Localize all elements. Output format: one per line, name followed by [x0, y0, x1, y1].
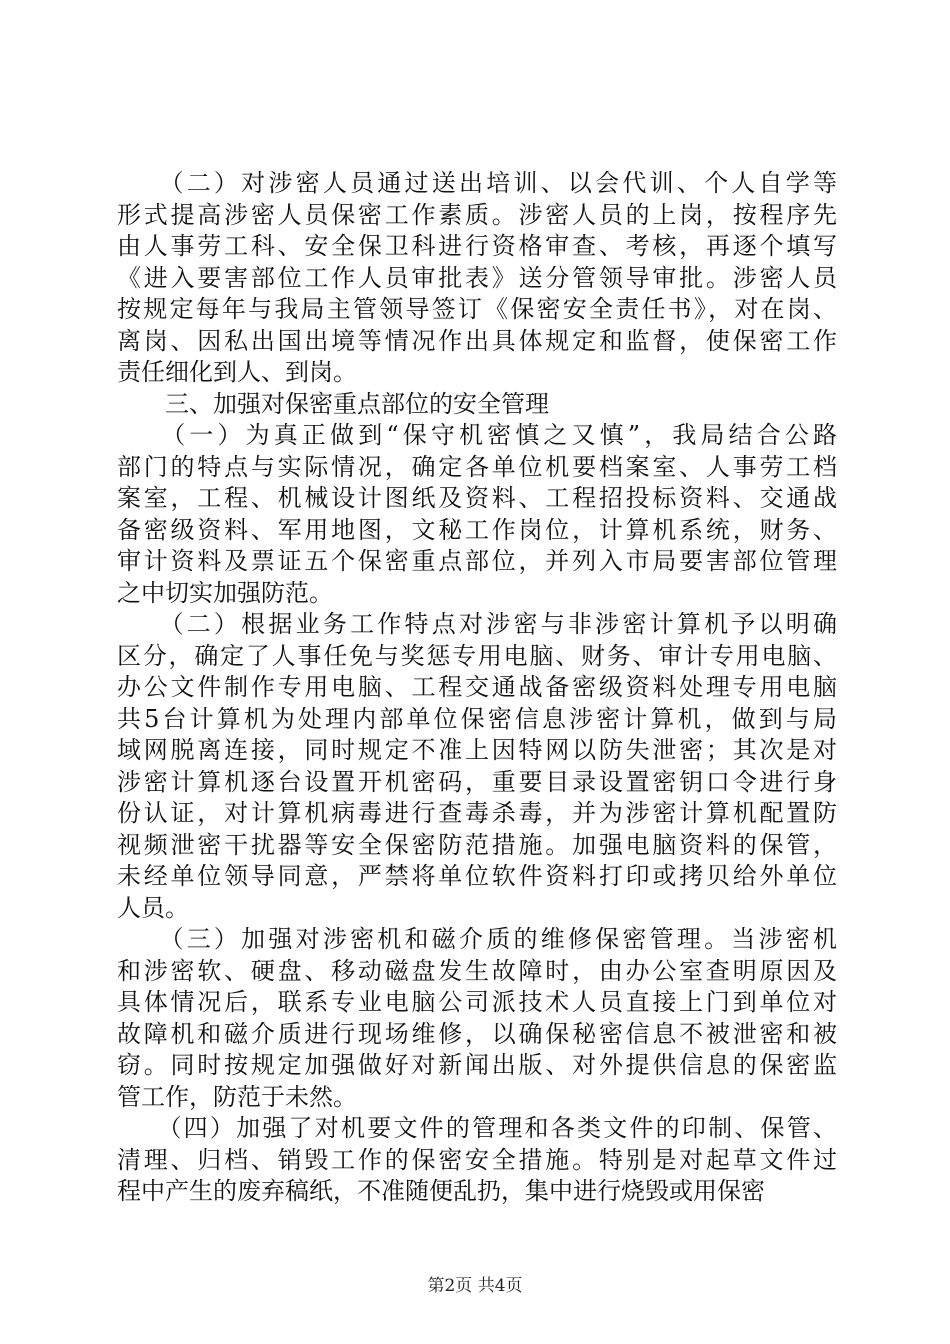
text-line: 人员。 [117, 893, 189, 922]
text-line: 形式提高涉密人员保密工作素质。涉密人员的上岗，按程序先 [117, 200, 837, 229]
text-line: （三）加强对涉密机和磁介质的维修保密管理。当涉密机 [117, 925, 837, 953]
text-line: 按规定每年与我局主管领导签订《保密安全责任书》，对在岗、 [117, 295, 837, 323]
text-line: 未经单位领导同意，严禁将单位软件资料打印或拷贝给外单位 [117, 862, 837, 890]
text-line: 共5台计算机为处理内部单位保密信息涉密计算机，做到与局 [117, 704, 837, 733]
text-line: 部门的特点与实际情况，确定各单位机要档案室、人事劳工档 [117, 452, 837, 481]
text-line: 清理、归档、销毁工作的保密安全措施。特别是对起草文件过 [117, 1145, 837, 1174]
text-line: 和涉密软、硬盘、移动磁盘发生故障时，由办公室查明原因及 [117, 956, 837, 985]
text-line: 案室，工程、机械设计图纸及资料、工程招投标资料、交通战 [117, 484, 837, 512]
text-line: 具体情况后，联系专业电脑公司派技术人员直接上门到单位对 [117, 988, 837, 1016]
text-line: 区分，确定了人事任免与奖惩专用电脑、财务、审计专用电脑、 [117, 641, 837, 670]
text-line: 份认证，对计算机病毒进行查毒杀毒，并为涉密计算机配置防 [117, 799, 837, 827]
text-line: 之中切实加强防范。 [117, 578, 333, 607]
text-line: 备密级资料、军用地图，文秘工作岗位，计算机系统，财务、 [117, 515, 837, 544]
text-line: （二）根据业务工作特点对涉密与非涉密计算机予以明确 [117, 610, 837, 638]
text-line: 窃。同时按规定加强做好对新闻出版、对外提供信息的保密监 [117, 1051, 837, 1079]
document-body [117, 168, 837, 1208]
text-line: 故障机和磁介质进行现场维修，以确保秘密信息不被泄密和被 [117, 1019, 837, 1048]
text-line: （一）为真正做到“保守机密慎之又慎”，我局结合公路 [117, 421, 837, 449]
text-line: 三、加强对保密重点部位的安全管理 [117, 389, 549, 418]
text-line: （四）加强了对机要文件的管理和各类文件的印制、保管、 [117, 1114, 837, 1142]
text-line: （二）对涉密人员通过送出培训、以会代训、个人自学等 [117, 169, 837, 197]
paragraph [117, 389, 837, 421]
text-line: 《进入要害部位工作人员审批表》送分管领导审批。涉密人员 [117, 263, 837, 292]
paragraph [117, 168, 837, 389]
paragraph [117, 420, 837, 609]
paragraph [117, 1113, 837, 1208]
text-line: 责任细化到人、到岗。 [117, 358, 357, 386]
text-line: 审计资料及票证五个保密重点部位，并列入市局要害部位管理 [117, 547, 837, 575]
paragraph [117, 609, 837, 924]
text-line: 域网脱离连接，同时规定不准上因特网以防失泄密；其次是对 [117, 736, 837, 764]
text-line: 由人事劳工科、安全保卫科进行资格审查、考核，再逐个填写 [117, 232, 837, 260]
text-line: 程中产生的废弃稿纸，不准随便乱扔，集中进行烧毁或用保密 [117, 1177, 765, 1205]
text-line: 涉密计算机逐台设置开机密码，重要目录设置密钥口令进行身 [117, 767, 837, 796]
text-line: 离岗、因私出国出境等情况作出具体规定和监督，使保密工作 [117, 326, 837, 355]
text-line: 管工作，防范于未然。 [117, 1082, 357, 1111]
page-footer: 第2页 共4页 [427, 1276, 523, 1296]
paragraph [117, 924, 837, 1113]
text-line: 视频泄密干扰器等安全保密防范措施。加强电脑资料的保管， [117, 830, 837, 859]
text-line: 办公文件制作专用电脑、工程交通战备密级资料处理专用电脑 [117, 673, 837, 701]
